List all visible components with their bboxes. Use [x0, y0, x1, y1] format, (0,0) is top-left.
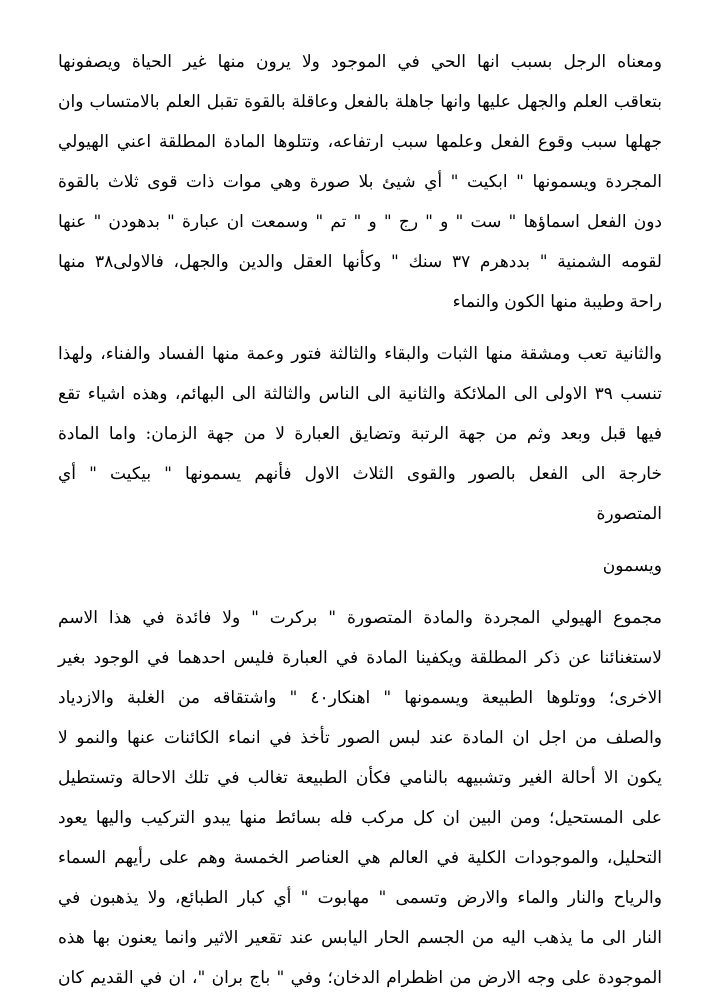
text-line: المتصورة — [596, 504, 662, 524]
text-line: فيها قبل وبعد وثم من جهة الرتبة وتضايق العبارة لا من جهة الزمان: واما المادة — [58, 424, 662, 444]
text-line: والثانية تعب ومشقة منها الثبات والبقاء والثالثة فتور وعمة منها الفساد والفناء، ولهذا — [58, 344, 662, 364]
text-line: لقومه الشمنية " بددهرم ٣٧ سنك " وكأنها العقل والدين والجهل، فالاولى٣٨ منها — [58, 252, 662, 272]
paragraph-spacer — [58, 534, 662, 546]
text-line: راحة وطيبة منها الكون والنماء — [452, 292, 662, 312]
paragraph-spacer — [58, 586, 662, 598]
text-line: النار الى ما يذهب اليه من الجسم الحار اليابس عند تقعير الاثير وانما يعنون بها هذه — [58, 928, 662, 948]
paragraph-3 — [58, 546, 662, 586]
text-line: جهلها سبب وقوع الفعل وعلمها سبب ارتفاعه، وتتلوها المادة المطلقة اعني الهيولي — [58, 132, 662, 152]
text-line: خارجة الى الفعل بالصور والقوى الثلاث الاول فأنهم يسمونها " بيكيت " أي — [58, 464, 662, 484]
text-line: والصلف من اجل ان المادة عند لبس الصور تأخذ في انماء الكائنات عنها والنمو لا — [58, 728, 662, 748]
text-line: ويسمون — [602, 556, 662, 576]
text-line: الاخرى؛ ووتلوها الطبيعة ويسمونها " اهنكار٤٠ " واشتقاقه من الغلبة والازدياد — [58, 688, 663, 708]
paragraph-2 — [58, 334, 662, 534]
text-line: بتعاقب العلم والجهل عليها وانها جاهلة بالفعل وعاقلة بالقوة تقبل العلم بالامتساب وان — [58, 92, 662, 112]
text-line: تنسب ٣٩ الاولى الى الملائكة والثانية الى الناس والثالثة الى البهائم، وهذه اشياء تقع — [58, 384, 662, 404]
text-line: لاستغنائنا عن ذكر المطلقة ويكفينا المادة في العبارة فليس احدهما في الوجود بغير — [58, 648, 662, 668]
text-line: والرياح والنار والماء والارض وتسمى " مهابوت " أي كبار الطبائع، ولا يذهبون في — [58, 888, 662, 908]
paragraph-4 — [58, 598, 662, 998]
text-line: التحليل، والموجودات الكلية في العالم هي العناصر الخمسة وهم على رأيهم السماء — [58, 848, 662, 868]
paragraph-1 — [58, 42, 662, 322]
text-line: المجردة ويسمونها " ابكيت " أي شيئ بلا صورة وهي موات ذات قوى ثلاث بالقوة — [58, 172, 662, 192]
text-line: ومعناه الرجل بسبب انها الحي في الموجود ولا يرون منها غير الحياة ويصفونها — [58, 52, 662, 72]
paragraph-spacer — [58, 322, 662, 334]
document-page — [58, 42, 662, 998]
text-line: على المستحيل؛ ومن البين ان كل مركب فله بسائط منها يبدو التركيب واليها يعود — [58, 808, 662, 828]
text-line: دون الفعل اسماؤها " ست " و " رج " و " تم " وسمعت ان عبارة " بدهودن " عنها — [58, 212, 662, 232]
text-line: يكون الا أحالة الغير وتشبيهه بالنامي فكأن الطبيعة تغالب في تلك الاحالة وتستطيل — [58, 768, 662, 788]
text-line: الموجودة على وجه الارض من اظطرام الدخان؛ وفي " باج بران "، ان في القديم كان — [58, 968, 662, 988]
text-line: مجموع الهيولي المجردة والمادة المتصورة " بركرت " ولا فائدة في هذا الاسم — [58, 608, 662, 628]
